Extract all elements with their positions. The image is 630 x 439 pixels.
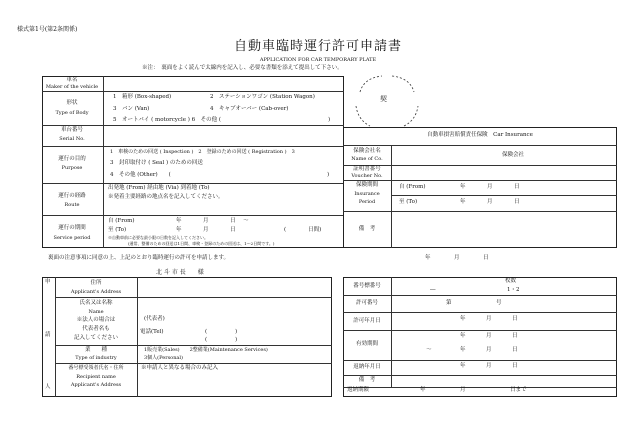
applicant-rep[interactable]: (代表者): [144, 316, 165, 322]
office-plate-no-label: 番号標番号: [353, 283, 381, 289]
declaration-text: 裏面の注意事項に同意の上、上記のとおり臨時運行の許可を申請します。: [48, 255, 230, 261]
serial-label: 車台番号: [60, 127, 84, 133]
applicant-name-note1: ※法人の場合は: [76, 317, 116, 323]
body-type-sub: Type of Body: [55, 110, 89, 116]
body-opt-4[interactable]: 4 キャブオーバー (Cab-over): [210, 106, 289, 112]
body-opt-5[interactable]: 5 オートバイ ( motorcycle ) 6 その他 (: [113, 117, 222, 123]
office-valid-period-label: 有効期間: [355, 341, 379, 347]
insurance-voucher-label: 証明書番号: [353, 166, 381, 172]
tel-paren-close: ): [235, 329, 238, 335]
declaration-day[interactable]: 日: [483, 255, 489, 261]
office-count-label: 枚数: [505, 278, 517, 284]
office-go: 号: [496, 300, 502, 306]
office-dai: 第: [446, 300, 452, 306]
insurance-to-year[interactable]: 年: [460, 199, 466, 205]
valid-from-year[interactable]: 年: [460, 333, 466, 339]
applicant-side-2: 請: [45, 332, 51, 338]
serial-sub: Serial No.: [59, 136, 85, 142]
recipient-note[interactable]: ※申請人と異なる場合のみ記入: [141, 365, 219, 371]
applicant-name-note3: 記入してください: [73, 335, 119, 341]
body-opt-3[interactable]: 3 バン (Van): [113, 106, 150, 112]
period-from-year[interactable]: 年: [176, 218, 182, 224]
industry-label: 業 種: [84, 347, 108, 353]
office-return-deadline-label: 返納期限: [347, 387, 370, 393]
declaration-month[interactable]: 月: [454, 255, 460, 261]
applicant-side-3: 人: [45, 384, 51, 390]
insurance-from-month[interactable]: 月: [487, 184, 493, 190]
valid-from-day[interactable]: 日: [512, 333, 518, 339]
maker-field[interactable]: [104, 77, 343, 91]
industry-sub: Type of industry: [75, 355, 117, 361]
applicant-name-label: 氏名又は名称: [79, 300, 113, 306]
office-return-date-label: 返納年月日: [353, 364, 381, 370]
body-opt-1[interactable]: 1 箱形 (Box-shaped): [113, 94, 172, 100]
valid-to-month[interactable]: 月: [486, 347, 492, 353]
tel-paren-open: (: [205, 329, 208, 335]
body-type-label: 形状: [66, 100, 78, 106]
body-opt-2[interactable]: 2 ステーションワゴン (Station Wagon): [210, 94, 315, 100]
insurance-remarks-label: 備 考: [358, 226, 376, 232]
office-count-value[interactable]: 1・2: [507, 287, 520, 293]
period-note-1: ※自動車前に必要な最小限の日数を記入してください。: [108, 235, 208, 240]
return-day[interactable]: 日: [512, 363, 518, 369]
purpose-opt-1[interactable]: 1 車検のための回送 ( Inspection ) 2 登録のための回送 ( Registration ) 3: [110, 149, 295, 155]
valid-to-year[interactable]: 年: [460, 347, 466, 353]
route-field[interactable]: [104, 204, 343, 214]
period-sub: Service period: [53, 235, 91, 241]
addressee: 北 斗 市 長 様: [156, 269, 204, 276]
office-dash: ―: [430, 287, 436, 293]
applicant-address-sub: Applicant's Address: [70, 289, 122, 295]
office-permit-date-label: 許可年月日: [353, 318, 381, 324]
deadline-month[interactable]: 月: [460, 387, 466, 393]
insurance-company-suffix[interactable]: 保険会社: [502, 152, 525, 158]
office-remarks-label: 備 考: [358, 377, 376, 383]
applicant-address-field[interactable]: [138, 278, 331, 296]
insurance-voucher-sub: Voucher No.: [351, 173, 383, 179]
applicant-name-sub: Name: [88, 309, 104, 315]
period-to-day[interactable]: 日: [230, 227, 236, 233]
insurance-to-day[interactable]: 日: [514, 199, 520, 205]
period-from-month[interactable]: 月: [203, 218, 209, 224]
purpose-opt-2[interactable]: 3 封印取付け ( Seal ) のための回送: [110, 160, 203, 166]
applicant-side-1: 申: [45, 279, 51, 285]
page-title: 自動車臨時運行許可申請書: [233, 39, 403, 54]
route-sub: Route: [64, 202, 80, 208]
instruction-note: ※注： 裏面をよく読んで太線内を記入し、必要な書類を添えて提出して下さい。: [142, 65, 343, 71]
period-from-day[interactable]: 日: [230, 218, 236, 224]
insurance-company-sub: Name of Co.: [351, 156, 383, 162]
applicant-address-label: 住所: [90, 280, 102, 286]
period-to-year[interactable]: 年: [176, 227, 182, 233]
period-from: 自 (From): [108, 218, 135, 224]
purpose-label: 運行の目的: [58, 156, 86, 162]
insurance-from: 自 (From): [399, 184, 426, 190]
insurance-header: 自動車損害賠償責任保険 Car Insurance: [427, 132, 533, 138]
insurance-from-year[interactable]: 年: [460, 184, 466, 190]
insurance-remarks-field[interactable]: [392, 212, 616, 247]
tel-paren-open-2: (: [205, 337, 208, 343]
applicant-name-note2: 代表者名も: [82, 326, 110, 332]
stamp-circle-icon: [352, 72, 422, 132]
valid-to-day[interactable]: 日: [512, 347, 518, 353]
insurance-company-label: 保険会社名: [353, 148, 381, 154]
route-line-2: ※発着主要経路の地点名を記入してください。: [108, 194, 224, 200]
recipient-sub1: Recipient name: [76, 374, 116, 380]
period-tilde: 〜: [243, 218, 249, 224]
permit-year[interactable]: 年: [460, 316, 466, 322]
period-to: 至 (To): [108, 227, 127, 233]
insurance-voucher-field[interactable]: [392, 166, 616, 179]
permit-month[interactable]: 月: [486, 316, 492, 322]
insurance-period-sub1: Insurance: [354, 191, 380, 197]
period-days[interactable]: ( 日間): [284, 227, 322, 233]
recipient-sub2: Applicant's Address: [70, 382, 122, 388]
valid-from-month[interactable]: 月: [486, 333, 492, 339]
serial-field[interactable]: [104, 126, 343, 145]
period-to-month[interactable]: 月: [203, 227, 209, 233]
office-remarks-field[interactable]: [392, 376, 616, 386]
tel-paren-close-2: ): [235, 337, 238, 343]
page-subtitle: APPLICATION FOR CAR TEMPORARY PLATE: [259, 57, 377, 63]
maker-sub: Maker of the vehicle: [45, 84, 99, 90]
industry-options-1[interactable]: 1販売業(Sales) 2整備業(Maintenance Services): [144, 347, 268, 353]
deadline-until[interactable]: 日まで: [510, 387, 527, 393]
purpose-opt-close: ): [327, 172, 330, 178]
stamp-label: 契: [380, 95, 387, 103]
deadline-year[interactable]: 年: [420, 387, 426, 393]
route-line-1: 出発地 (From) 経由地 (Via) 到着地 (To): [108, 185, 210, 191]
return-year[interactable]: 年: [460, 363, 466, 369]
applicant-tel[interactable]: 電話(Tel): [140, 329, 164, 335]
period-label: 運行の期間: [58, 225, 86, 231]
permit-day[interactable]: 日: [512, 316, 518, 322]
form-code: 様式第1号(第2条関係): [17, 26, 78, 33]
maker-label: 車名: [66, 77, 78, 83]
industry-options-2[interactable]: 3個人(Personal): [144, 355, 183, 361]
insurance-to-month[interactable]: 月: [487, 199, 493, 205]
insurance-period-label: 保険期間: [355, 182, 379, 188]
recipient-label: 番号標受領者氏名・住所: [68, 365, 124, 371]
declaration-year[interactable]: 年: [425, 255, 431, 261]
insurance-from-day[interactable]: 日: [514, 184, 520, 190]
insurance-to: 至 (To): [399, 199, 418, 205]
purpose-opt-3[interactable]: 4 その他 (Other) (: [110, 172, 171, 178]
period-note-2: (通常、整備のための回送は1日間、車検・登録のための回送は、1～2日間です。): [128, 241, 275, 246]
office-permit-no-label: 許可番号: [355, 300, 379, 306]
route-label: 運行の経路: [58, 193, 86, 199]
body-opt-close: ): [328, 117, 331, 123]
purpose-sub: Purpose: [61, 165, 83, 171]
insurance-period-sub2: Period: [358, 199, 376, 205]
return-month[interactable]: 月: [486, 363, 492, 369]
valid-tilde: 〜: [426, 347, 432, 353]
